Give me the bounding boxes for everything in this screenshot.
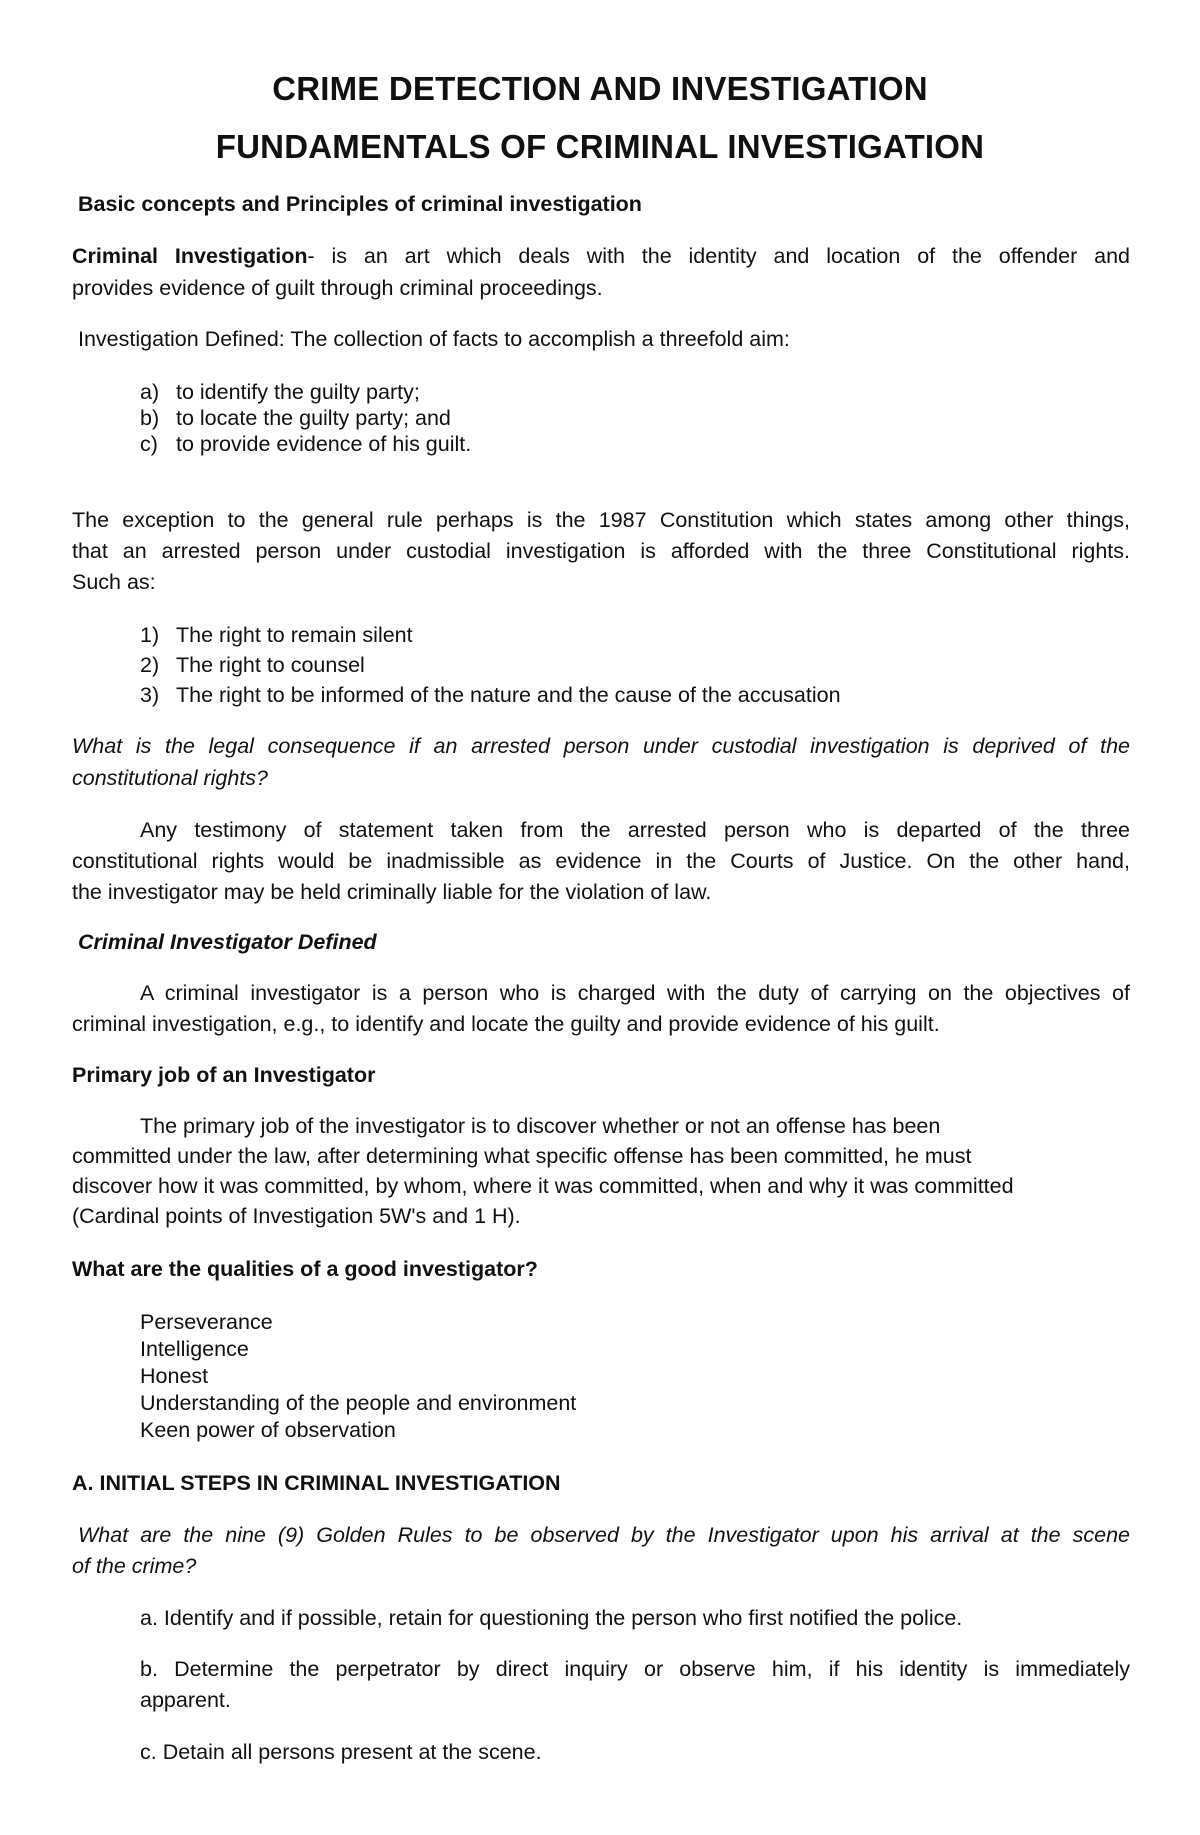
exception-line-1: The exception to the general rule perhaps is the 1987 Constitution which states among other things, (72, 508, 1130, 532)
aim-marker-c: c) (140, 432, 158, 456)
section-a-heading: A. INITIAL STEPS IN CRIMINAL INVESTIGATION (72, 1471, 561, 1495)
quality-item: Perseverance (140, 1310, 273, 1334)
ci-term: Criminal Investigation (72, 244, 308, 268)
aim-item-c: to provide evidence of his guilt. (176, 432, 472, 456)
right-item-1: The right to remain silent (176, 623, 413, 647)
aim-item-b: to locate the guilty party; and (176, 406, 451, 430)
answer-1-line-2: constitutional rights would be inadmissible as evidence in the Courts of Justice. On the other hand, (72, 849, 1130, 873)
investigator-heading: Criminal Investigator Defined (78, 930, 377, 954)
golden-rule-a: a. Identify and if possible, retain for questioning the person who first notified the police. (140, 1606, 963, 1630)
question-2-line-2: of the crime? (72, 1554, 197, 1578)
aim-marker-a: a) (140, 380, 160, 404)
primary-line-3: discover how it was committed, by whom, where it was committed, when and why it was committed (72, 1174, 1014, 1198)
section-subheading: Basic concepts and Principles of criminal investigation (78, 192, 642, 216)
investigator-line-2: criminal investigation, e.g., to identify and locate the guilty and provide evidence of his guilt. (72, 1012, 940, 1036)
primary-line-4: (Cardinal points of Investigation 5W's and 1 H). (72, 1204, 521, 1228)
qualities-heading: What are the qualities of a good investigator? (72, 1257, 538, 1281)
quality-item: Intelligence (140, 1337, 249, 1361)
exception-line-2: that an arrested person under custodial investigation is afforded with the three Constitutional rights. (72, 539, 1130, 563)
quality-item: Honest (140, 1364, 209, 1388)
ci-definition-text: - is an art which deals with the identity and location of the offender and (307, 244, 1130, 268)
right-item-2: The right to counsel (176, 653, 365, 677)
right-marker-3: 3) (140, 683, 160, 707)
document-subtitle: FUNDAMENTALS OF CRIMINAL INVESTIGATION (215, 128, 985, 165)
aim-item-a: to identify the guilty party; (176, 380, 420, 404)
primary-line-2: committed under the law, after determining what specific offense has been committed, he must (72, 1144, 972, 1168)
right-marker-1: 1) (140, 623, 160, 647)
right-marker-2: 2) (140, 653, 160, 677)
exception-line-3: Such as: (72, 570, 156, 594)
primary-line-1: The primary job of the investigator is to discover whether or not an offense has been (140, 1114, 941, 1138)
answer-1-line-3: the investigator may be held criminally liable for the violation of law. (72, 880, 712, 904)
quality-item: Keen power of observation (140, 1418, 396, 1442)
investigation-defined: Investigation Defined: The collection of facts to accomplish a threefold aim: (78, 327, 790, 351)
answer-1-line-1: Any testimony of statement taken from the arrested person who is departed of the three (140, 818, 1130, 842)
document-title: CRIME DETECTION AND INVESTIGATION (272, 70, 928, 107)
primary-heading: Primary job of an Investigator (72, 1063, 376, 1087)
golden-rule-b-line-1: b. Determine the perpetrator by direct inquiry or observe him, if his identity is immediately (140, 1657, 1130, 1681)
ci-definition-line-1 (72, 244, 1130, 269)
question-1-line-2: constitutional rights? (72, 766, 268, 790)
question-1-line-1: What is the legal consequence if an arrested person under custodial investigation is deprived of the (72, 734, 1130, 758)
right-item-3: The right to be informed of the nature and the cause of the accusation (176, 683, 841, 707)
golden-rule-b-line-2: apparent. (140, 1688, 231, 1712)
aim-marker-b: b) (140, 406, 160, 430)
question-2-line-1: What are the nine (9) Golden Rules to be observed by the Investigator upon his arrival at the scene (78, 1523, 1130, 1547)
quality-item: Understanding of the people and environment (140, 1391, 577, 1415)
ci-definition-line-2: provides evidence of guilt through criminal proceedings. (72, 276, 603, 300)
golden-rule-c: c. Detain all persons present at the scene. (140, 1740, 542, 1764)
investigator-line-1: A criminal investigator is a person who is charged with the duty of carrying on the objectives of (140, 981, 1130, 1005)
